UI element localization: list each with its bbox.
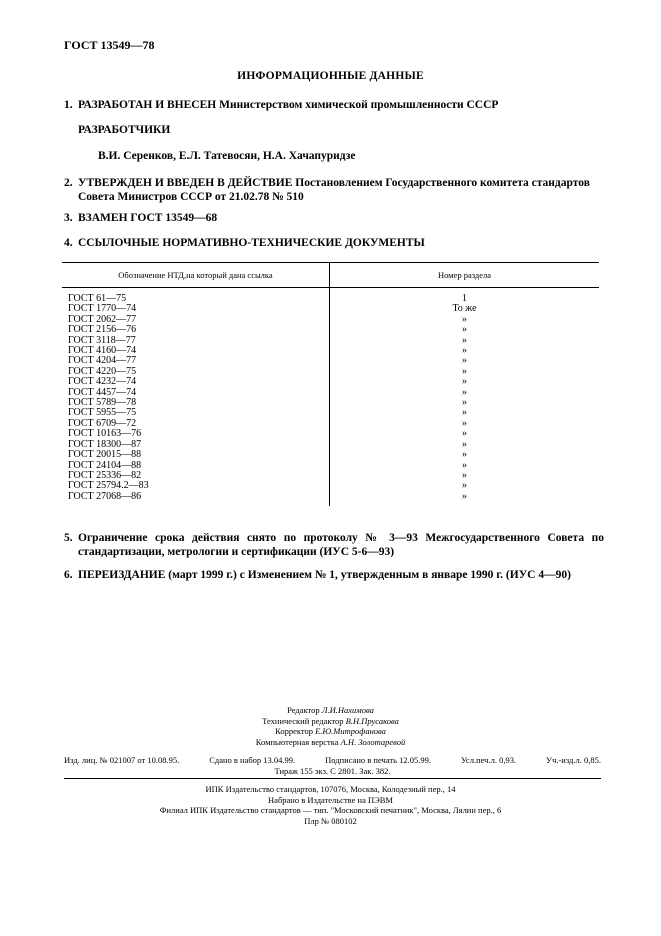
section-number: 5. (64, 532, 73, 544)
print-info (64, 755, 601, 777)
section-2 (64, 176, 604, 204)
section-6 (64, 568, 604, 582)
credit-label: Редактор (287, 705, 320, 715)
credit-tech-editor (0, 716, 661, 727)
section-cell: » (462, 428, 467, 440)
signed-date: Подписано в печать 12.05.99. (325, 755, 431, 765)
section-cell: » (462, 345, 467, 357)
circulation: Тираж 155 экз. С 2801. Зак. 382. (274, 766, 391, 776)
doc-cell: ГОСТ 1770—74 (62, 304, 330, 314)
section-heading: ВЗАМЕН ГОСТ 13549—68 (78, 212, 218, 224)
credit-label: Компьютерная верстка (255, 736, 339, 747)
doc-cell: ГОСТ 6709—72 (62, 419, 330, 429)
credit-name: Е.Ю.Митрофанова (315, 726, 386, 737)
section-body: (март 1999 г.) с Изменением № 1, утвержденным в январе 1990 г. (ИУС 4—90) (168, 569, 571, 581)
table-row (62, 325, 599, 335)
section-cell: » (462, 334, 467, 346)
table-row (62, 367, 599, 377)
table-body (62, 288, 599, 507)
print-sheets: Усл.печ.л. 0,93. (460, 755, 517, 765)
publisher-block (0, 784, 661, 826)
credits-block (0, 705, 661, 747)
section-number: 6. (64, 569, 73, 581)
section-text (78, 98, 604, 112)
section-number: 1. (64, 99, 73, 111)
section-cell: » (462, 480, 467, 492)
doc-cell: ГОСТ 25336—82 (62, 471, 330, 481)
column-header-section: Номер раздела (330, 263, 600, 288)
credit-name: В.Н.Прусакова (345, 715, 399, 726)
section-cell: » (462, 449, 467, 461)
credit-label: Технический редактор (262, 715, 344, 726)
doc-cell: ГОСТ 2156—76 (62, 325, 330, 335)
table-row (62, 440, 599, 450)
section-cell: » (462, 490, 467, 502)
section-body: Ограничение срока действия снято по протоколу № 3—93 Межгосударственного Совета по стандартизации, метрологии и сертификации (ИУС 5-6—93) (78, 532, 604, 558)
section-heading: ПЕРЕИЗДАНИЕ (78, 569, 166, 581)
doc-cell: ГОСТ 20015—88 (62, 450, 330, 460)
section-cell: » (462, 438, 467, 450)
doc-cell: ГОСТ 10163—76 (62, 429, 330, 439)
doc-cell: ГОСТ 3118—77 (62, 336, 330, 346)
table-row (62, 346, 599, 356)
credit-corrector (0, 726, 661, 737)
section-body: Министерством химической промышленности СССР (219, 99, 499, 111)
table-row (62, 408, 599, 418)
section-text (78, 568, 604, 582)
sent-date: Сдано в набор 13.04.99. (209, 755, 296, 765)
credit-layout (0, 737, 661, 748)
column-header-doc: Обозначение НТД,на который дана ссылка (62, 263, 330, 288)
table-row (62, 461, 599, 471)
doc-cell: ГОСТ 5955—75 (62, 408, 330, 418)
table-row (62, 356, 599, 366)
section-body: Постановлением Государственного комитета стандартов Совета Министров СССР от 21.02.78 № 510 (78, 177, 590, 203)
section-cell: » (462, 365, 467, 377)
section-cell: » (462, 459, 467, 471)
table-header-row (62, 263, 599, 288)
table-row (62, 377, 599, 387)
publisher-line: Плр № 080102 (304, 815, 357, 826)
section-cell: » (462, 386, 467, 398)
doc-cell: ГОСТ 4204—77 (62, 356, 330, 366)
doc-cell: ГОСТ 4220—75 (62, 367, 330, 377)
document-code: ГОСТ 13549—78 (64, 38, 155, 52)
section-cell: » (462, 355, 467, 367)
table-row (62, 429, 599, 439)
table-row (62, 288, 599, 305)
table-row (62, 304, 599, 314)
credit-name: Л.И.Нахимова (321, 705, 374, 715)
section-1 (64, 98, 604, 112)
table-row (62, 336, 599, 346)
page-title: ИНФОРМАЦИОННЫЕ ДАННЫЕ (237, 70, 424, 82)
section-cell: » (462, 313, 467, 325)
table-row (62, 450, 599, 460)
doc-cell: ГОСТ 61—75 (62, 288, 330, 305)
developers-label: РАЗРАБОТЧИКИ (78, 124, 171, 136)
section-heading: ССЫЛОЧНЫЕ НОРМАТИВНО-ТЕХНИЧЕСКИЕ ДОКУМЕНТЫ (78, 237, 425, 249)
section-cell: » (462, 417, 467, 429)
divider (64, 778, 601, 779)
section-cell: » (462, 376, 467, 388)
table-row (62, 315, 599, 325)
section-cell: 1 (462, 293, 467, 304)
publisher-line: Набрано в Издательстве на ПЭВМ (268, 794, 393, 805)
section-heading: РАЗРАБОТАН И ВНЕСЕН (78, 99, 217, 111)
table-row (62, 419, 599, 429)
doc-cell: ГОСТ 25794.2—83 (62, 481, 330, 491)
credit-name: А.Н. Золотаревой (340, 736, 406, 747)
section-5 (64, 531, 604, 559)
section-cell: » (462, 324, 467, 336)
license-info: Изд. лиц. № 021007 от 10.08.95. (64, 755, 180, 765)
credit-label: Корректор (275, 726, 313, 737)
credit-editor (0, 705, 661, 716)
doc-cell: ГОСТ 2062—77 (62, 315, 330, 325)
section-cell: » (462, 407, 467, 419)
reference-table (62, 262, 599, 506)
publisher-line: ИПК Издательство стандартов, 107076, Москва, Колодезный пер., 14 (205, 784, 456, 794)
section-cell: » (462, 469, 467, 481)
developers-names: В.И. Серенков, Е.Л. Татевосян, Н.А. Хачапуридзе (98, 150, 356, 162)
section-number: 4. (64, 237, 73, 249)
doc-cell: ГОСТ 4160—74 (62, 346, 330, 356)
section-cell: То же (452, 303, 477, 315)
section-number: 2. (64, 177, 73, 189)
doc-cell: ГОСТ 4457—74 (62, 388, 330, 398)
doc-cell: ГОСТ 4232—74 (62, 377, 330, 387)
section-4 (64, 236, 604, 250)
section-heading: УТВЕРЖДЕН И ВВЕДЕН В ДЕЙСТВИЕ (78, 177, 293, 189)
section-cell: » (462, 397, 467, 409)
doc-cell: ГОСТ 18300—87 (62, 440, 330, 450)
doc-cell: ГОСТ 24104—88 (62, 461, 330, 471)
section-3 (64, 211, 604, 225)
publisher-line: Филиал ИПК Издательство стандартов — тип. "Московский печатник", Москва, Лялин пер., 6 (159, 805, 502, 816)
table-row (62, 388, 599, 398)
doc-cell: ГОСТ 27068—86 (62, 492, 330, 506)
pub-sheets: Уч.-изд.л. 0,85. (546, 755, 601, 765)
table-row (62, 481, 599, 491)
section-text (78, 176, 604, 204)
table-row (62, 492, 599, 506)
doc-cell: ГОСТ 5789—78 (62, 398, 330, 408)
table-row (62, 398, 599, 408)
section-number: 3. (64, 212, 73, 224)
